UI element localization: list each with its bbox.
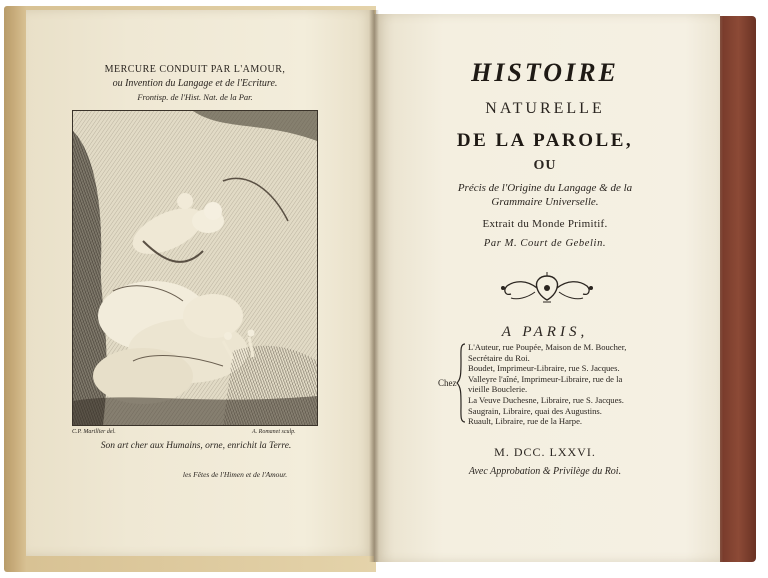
publisher-line: vieille Bouclerie. (468, 384, 528, 395)
imprint-year: M. DCC. LXXVI. (494, 445, 596, 459)
publisher-line: L'Auteur, rue Poupée, Maison de M. Boucher, (468, 342, 627, 352)
plate-reference: Frontisp. de l'Hist. Nat. de la Par. (137, 92, 253, 102)
publisher-line: Boudet, Imprimeur-Libraire, rue S. Jacques. (468, 363, 620, 374)
publisher-line: Valleyre l'aîné, Imprimeur-Libraire, rue de la (468, 373, 623, 384)
caption-source: les Fêtes de l'Himen et de l'Amour. (182, 470, 288, 479)
publisher-line: Ruault, Libraire, rue de la Harpe. (468, 416, 583, 427)
plate-caption: Son art cher aux Humains, orne, enrichit la Terre. (100, 441, 292, 451)
publisher-brace (455, 343, 467, 423)
book-gutter (369, 10, 379, 562)
draftsman-credit: C.P. Marillier del. (72, 429, 116, 435)
publisher-list (468, 342, 708, 427)
title-line-3: DE LA PAROLE, (456, 130, 634, 151)
title-ou: OU (533, 158, 557, 173)
subtitle-line-1: Précis de l'Origine du Langage & de la (457, 182, 633, 194)
plate-title: MERCURE CONDUIT PAR L'AMOUR, (104, 64, 286, 75)
publisher-line: Saugrain, Libraire, quai des Augustins. (468, 405, 602, 416)
title-line-2: NATURELLE (485, 100, 605, 117)
publisher-line: La Veuve Duchesne, Libraire, rue S. Jacques. (468, 394, 624, 405)
frontispiece-engraving (72, 110, 318, 426)
chez-label: Chez (438, 378, 457, 388)
plate-subtitle: ou Invention du Langage et de l'Ecriture. (112, 78, 278, 89)
privilege-note: Avec Approbation & Privilège du Roi. (468, 466, 622, 477)
publisher-line: Secrétaire du Roi. (468, 352, 530, 363)
imprint-city: A PARIS, (501, 324, 589, 340)
extract-note: Extrait du Monde Primitif. (482, 218, 608, 230)
author-line: Par M. Court de Gebelin. (483, 238, 607, 249)
title-line-1: HISTOIRE (471, 58, 619, 87)
printers-ornament (497, 270, 597, 306)
engraver-credit: A. Romanet sculp. (252, 429, 296, 435)
subtitle-line-2: Grammaire Universelle. (491, 196, 599, 208)
